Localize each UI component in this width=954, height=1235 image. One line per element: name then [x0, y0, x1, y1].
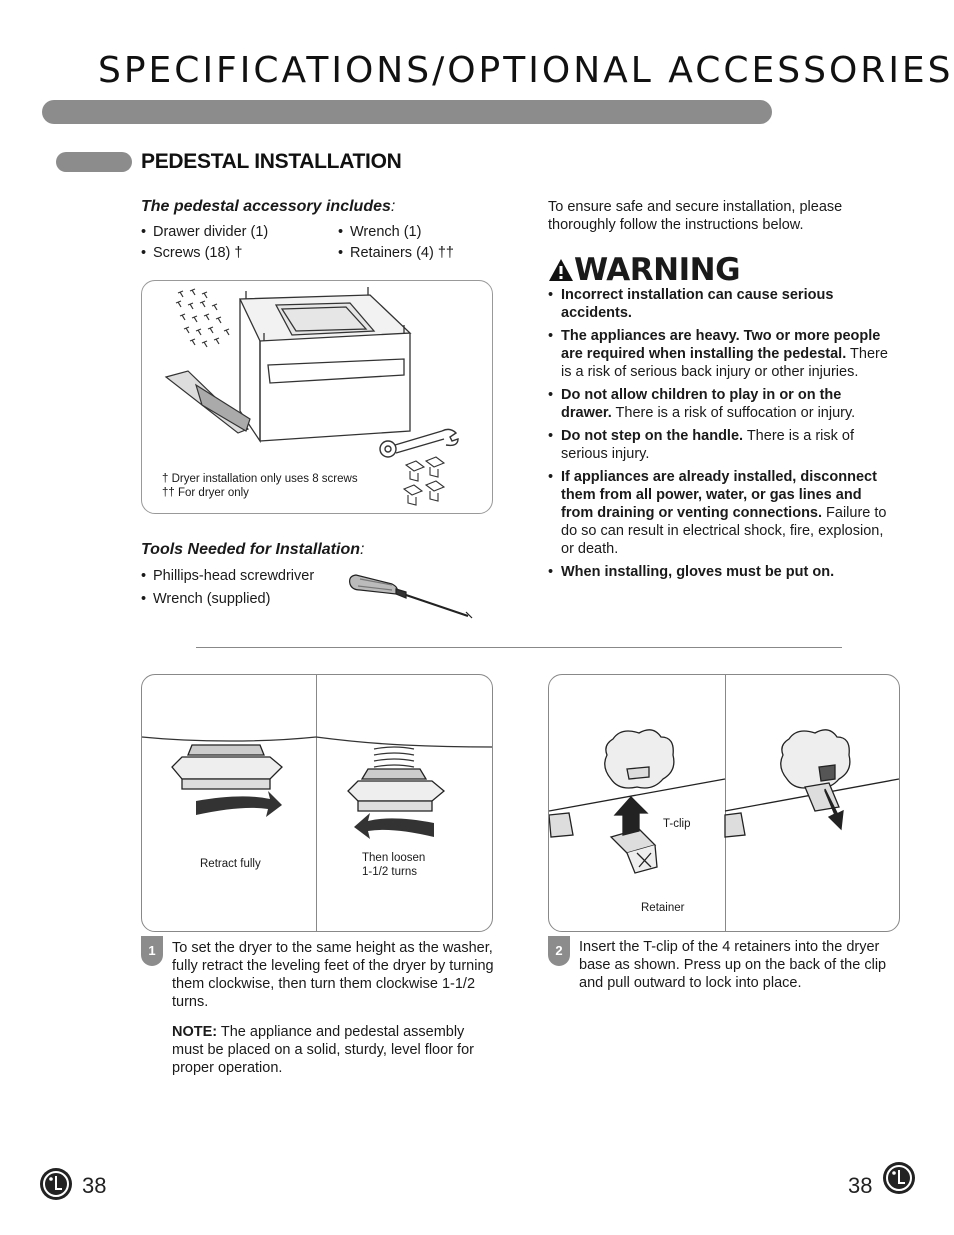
step1-number: 1	[141, 936, 163, 966]
tools-list	[141, 565, 351, 611]
warning-rest: There is a risk of serious injury.	[561, 428, 855, 462]
retainers-icon	[404, 457, 444, 505]
label-loosen-turns	[362, 851, 425, 879]
list-item: • Wrench (1)	[338, 222, 498, 243]
intro-text: To ensure safe and secure installation, please thoroughly follow the instructions below.	[548, 199, 843, 233]
label-tclip: T-clip	[663, 818, 691, 830]
screwdriver-icon	[346, 570, 476, 622]
page-number-right: 38	[848, 1173, 873, 1198]
drawer-divider-icon	[166, 371, 250, 433]
step1-note	[172, 1023, 494, 1077]
warning-rest: There is a risk of serious back injury or other injuries.	[561, 346, 888, 380]
warning-rest: Failure to do so can result in electrical shock, fire, explosion, or death.	[561, 505, 887, 557]
warning-bold: Do not allow children to play in or on the drawer.	[561, 387, 842, 421]
label-loosen-line2: 1-1/2 turns	[362, 866, 417, 878]
list-item: • Wrench (supplied)	[141, 588, 351, 611]
warning-bold: Do not step on the handle.	[561, 428, 744, 444]
warning-bold: When installing, gloves must be put on.	[561, 564, 835, 580]
dryer-foot-icon	[781, 730, 850, 788]
accessories-heading	[141, 198, 395, 216]
leveling-foot-icon	[348, 747, 444, 811]
list-item	[548, 468, 893, 558]
lg-logo-icon	[39, 1167, 73, 1201]
tools-heading-colon: :	[359, 541, 365, 558]
arrow-clockwise-icon	[196, 791, 282, 817]
list-item: • Drawer divider (1)	[141, 222, 331, 243]
label-retract-fully: Retract fully	[200, 858, 261, 870]
note-label: NOTE:	[172, 1024, 218, 1040]
warning-heading-text: WARNING	[574, 252, 741, 288]
step2-figure	[548, 674, 900, 932]
step2-number: 2	[548, 936, 570, 966]
lg-logo-icon	[882, 1161, 916, 1195]
list-item	[548, 427, 893, 463]
section-divider	[196, 647, 842, 648]
accessories-list-col1	[141, 222, 331, 264]
list-item: • Phillips-head screwdriver	[141, 565, 351, 588]
leveling-feet-illustration	[142, 675, 492, 931]
warning-bold: Incorrect installation can cause serious accidents.	[561, 287, 834, 321]
screws-icon	[176, 289, 229, 347]
note-retainers: †† For dryer only	[162, 487, 249, 499]
page-number-left: 38	[82, 1173, 107, 1198]
warning-bold: If appliances are already installed, disconnect them from all power, water, or gas lines and from draining or venting connections.	[561, 469, 877, 521]
warning-bold: The appliances are heavy. Two or more people are required when installing the pedestal.	[561, 328, 881, 362]
accessories-heading-text: The pedestal accessory includes	[141, 198, 391, 215]
warning-triangle-icon	[548, 258, 574, 282]
note-screws: † Dryer installation only uses 8 screws	[162, 473, 358, 485]
list-item	[548, 386, 893, 422]
section-pill	[56, 152, 132, 172]
arrow-counterclockwise-icon	[354, 813, 434, 839]
step2-text: Insert the T-clip of the 4 retainers into the dryer base as shown. Press up on the back of the clip and pull outward to lock into place.	[579, 939, 887, 991]
warning-heading	[548, 252, 740, 288]
arrow-up-icon	[615, 797, 647, 835]
label-loosen-line1: Then loosen	[362, 852, 426, 864]
accessory-notes	[162, 472, 358, 500]
accessories-heading-colon: :	[390, 198, 396, 215]
tools-heading	[141, 541, 364, 559]
accessories-list-col2	[338, 222, 498, 264]
tools-heading-text: Tools Needed for Installation	[141, 541, 360, 558]
step1-text: To set the dryer to the same height as the washer, fully retract the leveling feet of the dryer by turning them clockwise, then turn them clockwise 1-1/2 turns.	[172, 940, 494, 1010]
list-item: • Retainers (4) ††	[338, 243, 498, 264]
retainer-illustration	[549, 675, 899, 931]
list-item: • Screws (18) †	[141, 243, 331, 264]
page-title: SPECIFICATIONS/OPTIONAL ACCESSORIES	[98, 50, 954, 91]
warning-rest: There is a risk of suffocation or injury.	[611, 405, 856, 421]
leveling-foot-icon	[172, 745, 282, 789]
label-retainer: Retainer	[641, 902, 685, 914]
warning-list	[548, 286, 893, 586]
list-item	[548, 327, 893, 381]
step1-figure	[141, 674, 493, 932]
list-item	[548, 286, 893, 322]
note-text: The appliance and pedestal assembly must be placed on a solid, sturdy, level floor for proper operation.	[172, 1024, 474, 1076]
pedestal-icon	[240, 287, 410, 441]
dryer-foot-icon	[605, 730, 674, 788]
wrench-icon	[380, 429, 458, 457]
section-heading: PEDESTAL INSTALLATION	[141, 150, 402, 173]
title-bar	[42, 100, 772, 124]
list-item	[548, 563, 893, 581]
